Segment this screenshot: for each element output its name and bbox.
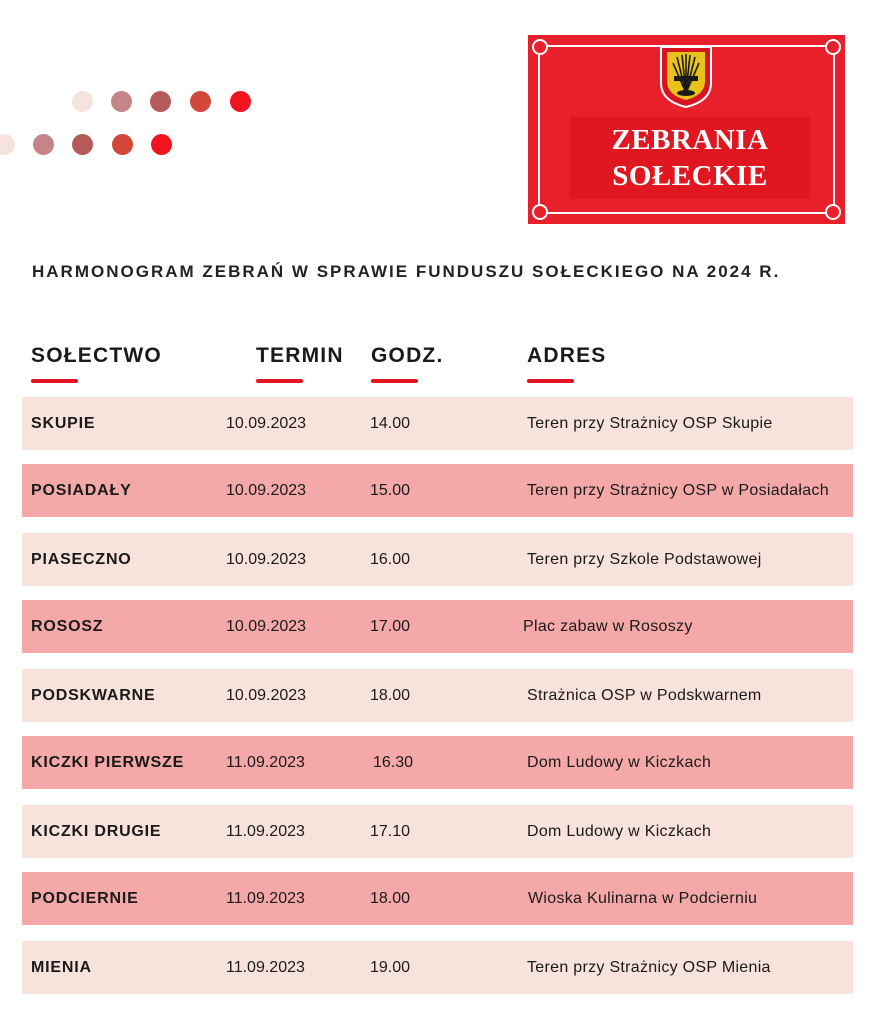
cell-time: 17.10 <box>370 823 411 840</box>
cell-name: KICZKI DRUGIE <box>31 823 162 840</box>
cell-time: 14.00 <box>370 415 411 432</box>
cell-address: Teren przy Strażnicy OSP Skupie <box>527 415 773 432</box>
table-row <box>22 805 853 858</box>
sign-corner <box>825 39 841 55</box>
decorative-dot <box>72 134 93 155</box>
cell-date: 11.09.2023 <box>226 959 305 976</box>
cell-address: Strażnica OSP w Podskwarnem <box>527 687 762 704</box>
sign-title-line1: ZEBRANIA <box>611 124 769 156</box>
coat-of-arms-icon <box>657 43 715 109</box>
decorative-dot <box>150 91 171 112</box>
cell-time: 16.00 <box>370 551 411 568</box>
cell-name: POSIADAŁY <box>31 482 132 499</box>
cell-address: Plac zabaw w Rososzy <box>523 618 693 635</box>
decorative-dot <box>111 91 132 112</box>
cell-name: MIENIA <box>31 959 92 976</box>
decorative-dot <box>33 134 54 155</box>
cell-name: SKUPIE <box>31 415 96 432</box>
decorative-dot <box>0 134 15 155</box>
cell-address: Dom Ludowy w Kiczkach <box>527 823 712 840</box>
column-header-address: ADRES <box>527 344 607 367</box>
title-sign <box>528 35 845 224</box>
decorative-dot <box>72 91 93 112</box>
sign-corner <box>532 39 548 55</box>
cell-address: Dom Ludowy w Kiczkach <box>527 754 712 771</box>
sign-corner <box>532 204 548 220</box>
page-heading: HARMONOGRAM ZEBRAŃ W SPRAWIE FUNDUSZU SOŁECKIEGO NA 2024 R. <box>32 262 781 281</box>
cell-name: PIASECZNO <box>31 551 132 568</box>
column-underline <box>527 379 574 383</box>
cell-time: 17.00 <box>370 618 411 635</box>
column-underline <box>371 379 418 383</box>
column-header-name: SOŁECTWO <box>31 344 162 367</box>
sign-title-box <box>570 117 810 199</box>
column-underline <box>31 379 78 383</box>
column-header-time: GODZ. <box>371 344 444 367</box>
decorative-dot <box>190 91 211 112</box>
sign-title-line2: SOŁECKIE <box>612 160 768 192</box>
table-row <box>22 600 853 653</box>
cell-name: ROSOSZ <box>31 618 104 635</box>
table-row <box>22 736 853 789</box>
cell-date: 10.09.2023 <box>226 551 307 568</box>
cell-name: KICZKI PIERWSZE <box>31 754 185 771</box>
cell-address: Teren przy Szkole Podstawowej <box>527 551 762 568</box>
cell-date: 11.09.2023 <box>226 823 305 840</box>
table-row <box>22 464 853 517</box>
column-underline <box>256 379 303 383</box>
sign-corner <box>825 204 841 220</box>
table-row <box>22 872 853 925</box>
cell-address: Teren przy Strażnicy OSP w Posiadałach <box>527 482 829 499</box>
table-row <box>22 533 853 586</box>
cell-time: 18.00 <box>370 890 411 907</box>
cell-date: 10.09.2023 <box>226 415 307 432</box>
cell-time: 19.00 <box>370 959 411 976</box>
cell-date: 10.09.2023 <box>226 482 307 499</box>
cell-date: 11.09.2023 <box>226 890 305 907</box>
table-row <box>22 669 853 722</box>
cell-address: Teren przy Strażnicy OSP Mienia <box>527 959 771 976</box>
decorative-dot <box>230 91 251 112</box>
cell-address: Wioska Kulinarna w Podcierniu <box>528 890 758 907</box>
column-header-date: TERMIN <box>256 344 344 367</box>
cell-time: 18.00 <box>370 687 411 704</box>
table-row <box>22 941 853 994</box>
cell-time: 16.30 <box>373 754 414 771</box>
cell-date: 10.09.2023 <box>226 618 307 635</box>
decorative-dot <box>112 134 133 155</box>
table-row <box>22 397 853 450</box>
decorative-dot <box>151 134 172 155</box>
cell-date: 11.09.2023 <box>226 754 305 771</box>
cell-date: 10.09.2023 <box>226 687 307 704</box>
cell-time: 15.00 <box>370 482 411 499</box>
cell-name: PODCIERNIE <box>31 890 139 907</box>
cell-name: PODSKWARNE <box>31 687 156 704</box>
